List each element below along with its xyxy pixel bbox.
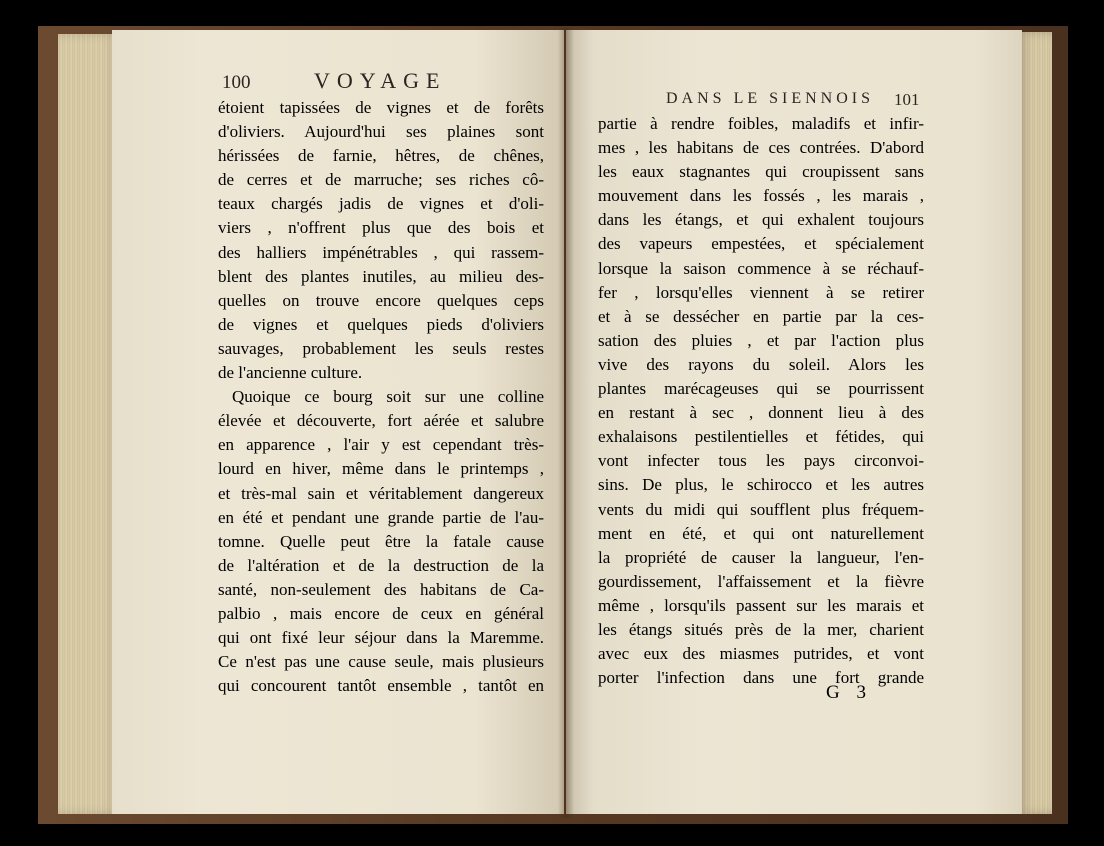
text-line: dans les étangs, et qui exhalent toujours [598,210,924,230]
text-line: sins. De plus, le schirocco et les autres [598,475,924,495]
text-line: de cerres et de marruche; ses riches cô- [218,170,544,190]
text-line: qui concourent tantôt ensemble , tantôt en [218,676,544,696]
text-line: lourd en hiver, même dans le printemps , [218,459,544,479]
text-line: élevée et découverte, fort aérée et salubre [218,411,544,431]
text-line: même , lorsqu'ils passent sur les marais et [598,595,924,615]
left-page-edges [58,34,118,814]
text-line: les eaux stagnantes qui croupissent sans [598,162,924,182]
text-line: partie à rendre foibles, maladifs et infir- [598,114,924,133]
text-line: lorsque la saison commence à se réchauf- [598,258,924,278]
right-page-number: 101 [894,90,920,109]
text-line: blent des plantes inutiles, au milieu des- [218,266,544,286]
book-gutter [558,28,574,818]
text-line: d'oliviers. Aujourd'hui ses plaines sont [218,122,544,142]
text-line: ment en été, et qui ont naturellement [598,523,924,543]
text-line: hérissées de farnie, hêtres, de chênes, [218,146,544,166]
text-line: porter l'infection dans une fort grande [598,668,924,688]
text-line: Ce n'est pas une cause seule, mais plusieurs [218,652,544,672]
text-line: des vapeurs empestées, et spécialement [598,234,924,254]
text-line: qui ont fixé leur séjour dans la Maremme. [218,628,544,648]
text-line: de vignes et quelques pieds d'oliviers [218,314,544,334]
text-line: palbio , mais encore de ceux en général [218,603,544,623]
text-line: tomne. Quelle peut être la fatale cause [218,531,544,551]
text-line: sation des pluies , et par l'action plus [598,330,924,350]
right-page-text [598,112,924,690]
text-line: fer , lorsqu'elles viennent à se retirer [598,282,924,302]
right-running-title: DANS LE SIENNOIS [666,90,874,107]
text-line: gourdissement, l'affaissement et la fièvre [598,571,924,591]
text-line: vive des rayons du soleil. Alors les [598,354,924,374]
text-line: vents du midi qui soufflent plus fréquem- [598,499,924,519]
text-line: mouvement dans les fossés , les marais , [598,186,924,206]
text-line: Quoique ce bourg soit sur une colline [232,387,544,407]
text-line: les étangs situés près de la mer, charient [598,619,924,639]
text-line: des halliers impénétrables , qui rassem- [218,242,544,262]
text-line: sauvages, probablement les seuls restes [218,338,544,358]
text-line: en apparence , l'air y est cependant très- [218,435,544,455]
text-line: mes , les habitans de ces contrées. D'abord [598,138,924,158]
text-line: et très-mal sain et véritablement dangereux [218,483,544,503]
text-line: la propriété de causer la langueur, l'en- [598,547,924,567]
left-page-text [218,96,544,698]
text-line: plantes marécageuses qui se pourrissent [598,379,924,399]
left-page-number: 100 [222,72,251,93]
text-line: teaux chargés jadis de vignes et d'oli- [218,194,544,214]
text-line: vont infecter tous les pays circonvoi- [598,451,924,471]
text-line: en restant à sec , donnent lieu à des [598,403,924,423]
text-line: et à se dessécher en partie par la ces- [598,306,924,326]
left-running-title: VOYAGE [314,68,447,93]
text-line: de l'altération et de la destruction de la [218,555,544,575]
text-line: étoient tapissées de vignes et de forêts [218,98,544,117]
text-line: de l'ancienne culture. [218,363,363,383]
text-line: viers , n'offrent plus que des bois et [218,218,544,238]
text-line: avec eux des miasmes putrides, et vont [598,644,924,664]
text-line: exhalaisons pestilentielles et fétides, qui [598,427,924,447]
text-line: quelles on trouve encore quelques ceps [218,290,544,310]
right-page-edges [1018,32,1052,814]
text-line: santé, non-seulement des habitans de Ca- [218,579,544,599]
signature-mark: G 3 [826,682,872,703]
text-line: en été et pendant une grande partie de l'au- [218,507,544,527]
